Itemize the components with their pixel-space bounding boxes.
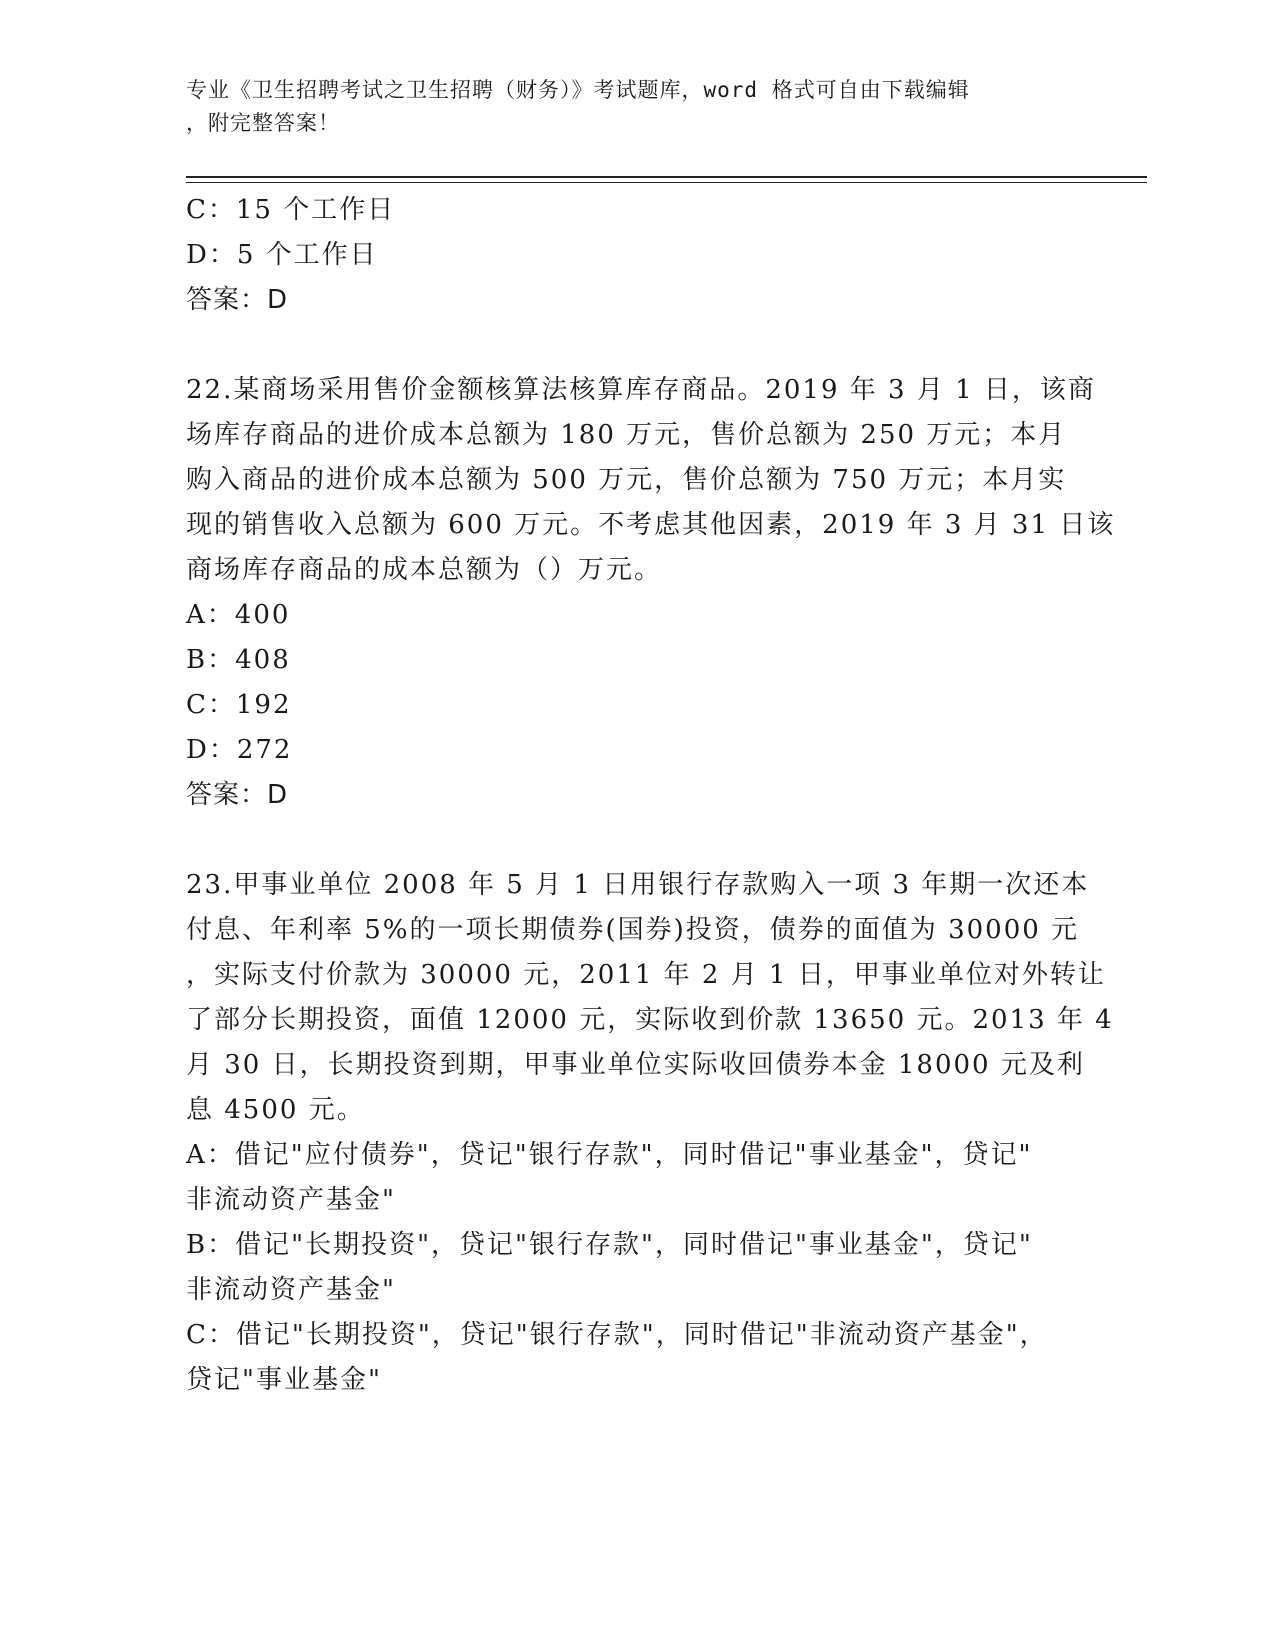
q23-option-c-line: C：借记"长期投资"，贷记"银行存款"，同时借记"非流动资产基金"， <box>186 1320 1048 1350</box>
q23-stem-line: 付息、年利率 5%的一项长期债券(国券)投资，债券的面值为 30000 元 <box>186 915 1080 945</box>
q23-option-c-line: 贷记"事业基金" <box>186 1365 382 1395</box>
q23-stem <box>186 863 1114 1133</box>
q22-option-c: C：192 <box>186 690 292 720</box>
q23-option-b-line: 非流动资产基金" <box>186 1275 396 1305</box>
q22-option-b: B：408 <box>186 645 291 675</box>
q22-stem-line: 现的销售收入总额为 600 万元。不考虑其他因素，2019 年 3 月 31 日该 <box>186 510 1116 540</box>
q23-option-a-line: A：借记"应付债券"，贷记"银行存款"，同时借记"事业基金"，贷记" <box>186 1140 1033 1170</box>
spacer <box>186 818 1086 863</box>
q23-stem-line: 息 4500 元。 <box>186 1095 365 1125</box>
header-divider <box>186 176 1147 178</box>
q22-answer: 答案：D <box>186 780 289 810</box>
q23-stem-line: 月 30 日，长期投资到期，甲事业单位实际收回债券本金 18000 元及利 <box>186 1050 1085 1080</box>
q22-stem-line: 商场库存商品的成本总额为（）万元。 <box>186 555 663 585</box>
q22-stem-line: 购入商品的进价成本总额为 500 万元，售价总额为 750 万元；本月实 <box>186 465 1067 495</box>
document-body <box>186 188 1116 1403</box>
q23-option-a-line: 非流动资产基金" <box>186 1185 396 1215</box>
q22-stem <box>186 368 1116 593</box>
spacer <box>186 323 1086 368</box>
q23-option-b <box>186 1223 1086 1313</box>
q23-stem-line: ，实际支付价款为 30000 元，2011 年 2 月 1 日，甲事业单位对外转让 <box>186 960 1106 990</box>
header-line-2: ，附完整答案！ <box>186 111 340 135</box>
q21-option-d: D：5 个工作日 <box>186 240 378 270</box>
page-header <box>186 74 1066 140</box>
q22-option-a: A：400 <box>186 600 291 630</box>
header-divider-thin <box>186 182 1147 183</box>
q22-option-d: D：272 <box>186 735 293 765</box>
q23-option-b-line: B：借记"长期投资"，贷记"银行存款"，同时借记"事业基金"，贷记" <box>186 1230 1033 1260</box>
q23-stem-line: 了部分长期投资，面值 12000 元，实际收到价款 13650 元。2013 年 4 <box>186 1005 1114 1035</box>
q23-option-c <box>186 1313 1086 1403</box>
q22-stem-line: 22.某商场采用售价金额核算法核算库存商品。2019 年 3 月 1 日，该商 <box>186 375 1096 405</box>
q22-stem-line: 场库存商品的进价成本总额为 180 万元，售价总额为 250 万元；本月 <box>186 420 1067 450</box>
q21-answer: 答案：D <box>186 285 289 315</box>
q23-stem-line: 23.甲事业单位 2008 年 5 月 1 日用银行存款购入一项 3 年期一次还本 <box>186 870 1090 900</box>
q21-option-c: C：15 个工作日 <box>186 195 396 225</box>
q23-option-a <box>186 1133 1086 1223</box>
header-line-1: 专业《卫生招聘考试之卫生招聘（财务）》考试题库，word 格式可自由下载编辑 <box>186 78 970 102</box>
